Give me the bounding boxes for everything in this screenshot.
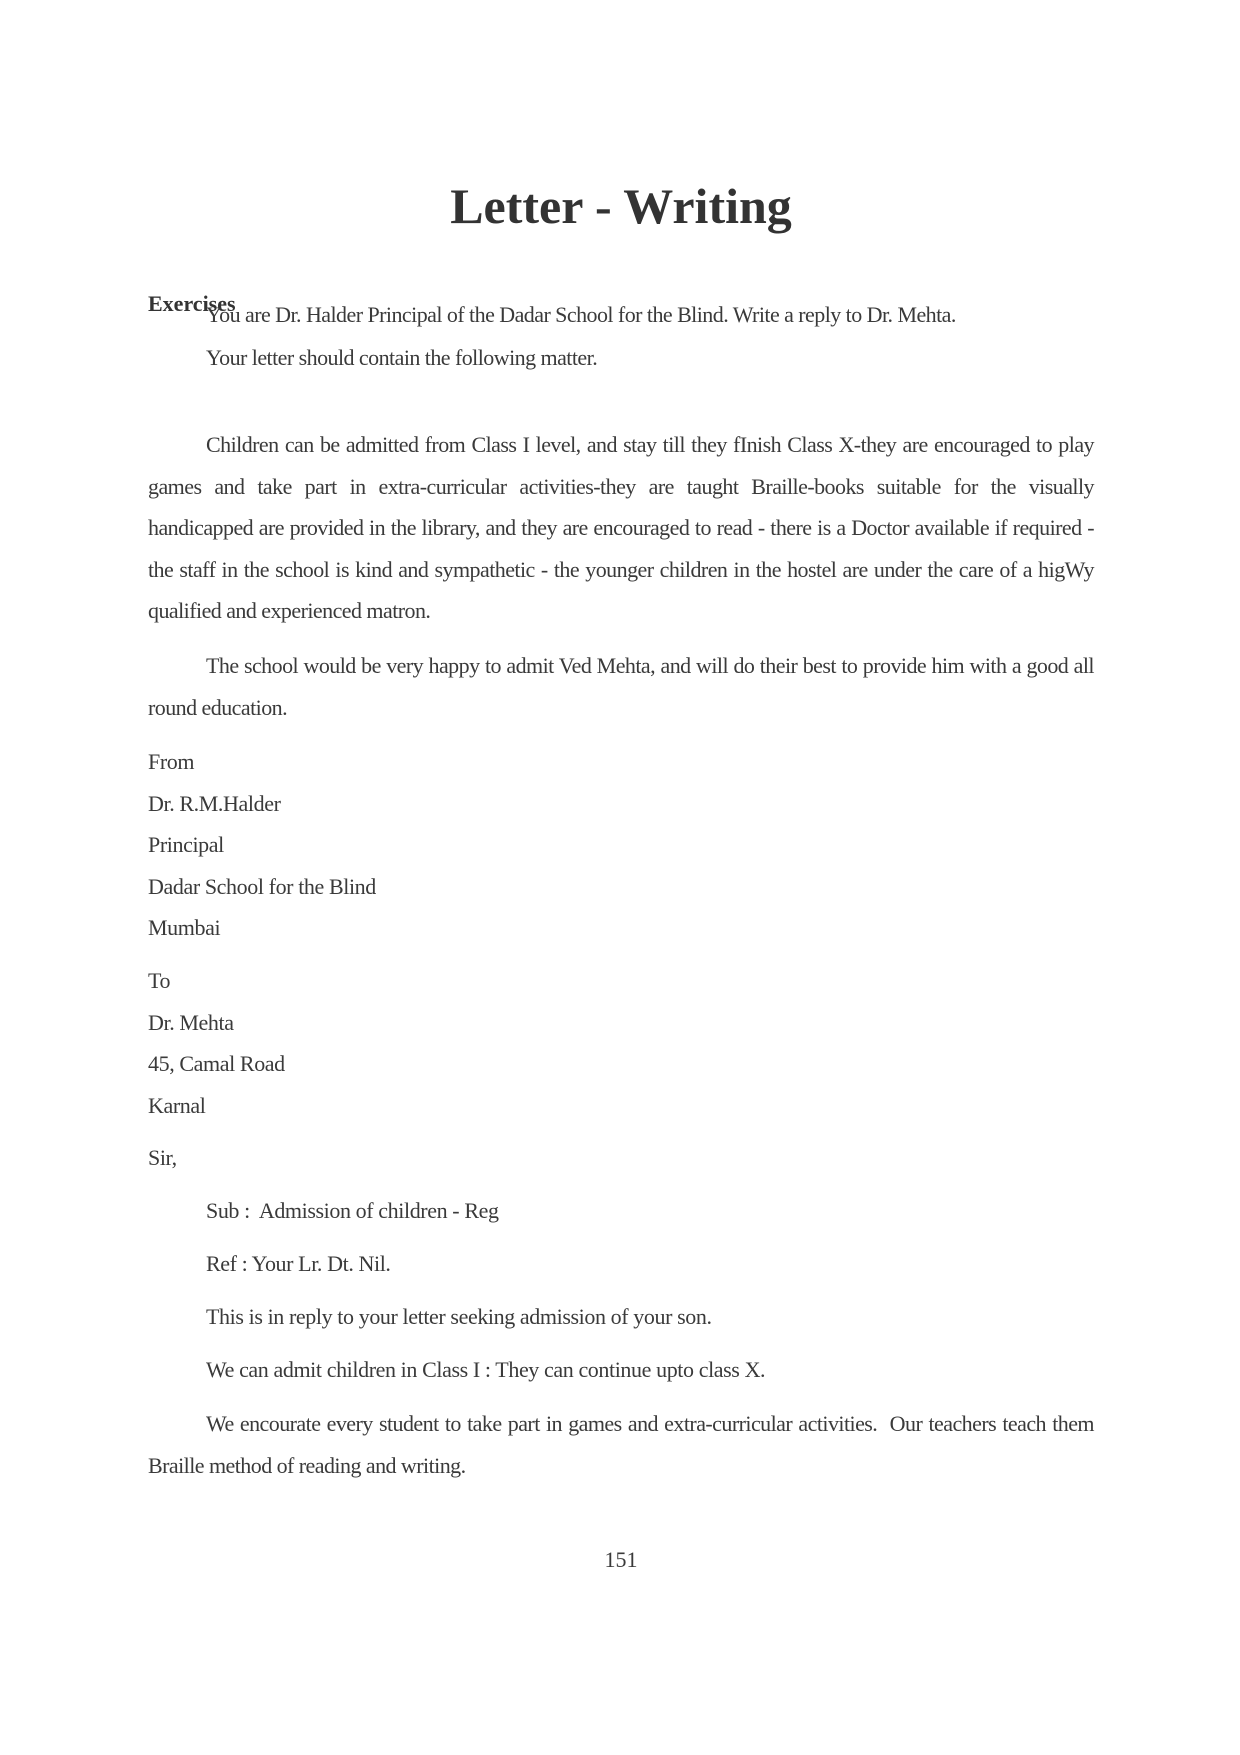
page-number: 151 — [604, 1547, 638, 1572]
letter-body-paragraph-1: This is in reply to your letter seeking admission of your son. — [206, 1304, 712, 1329]
address-line: Dr. R.M.Halder — [148, 790, 281, 816]
instruction-paragraph-1: You are Dr. Halder Principal of the Dadar School for the Blind. Write a reply to Dr. Mehta. — [206, 302, 956, 327]
address-line: Mumbai — [148, 915, 221, 940]
address-line: Principal — [148, 832, 224, 857]
page-title: Letter - Writing — [450, 178, 792, 234]
letter-body-paragraph-2: We can admit children in Class I : They can continue upto class X. — [206, 1357, 766, 1382]
subject-line: Sub : Admission of children - Reg — [206, 1198, 499, 1223]
address-line: Karnal — [148, 1092, 206, 1118]
address-line: Dr. Mehta — [148, 1009, 234, 1035]
document-page — [148, 0, 1099, 1755]
instruction-paragraph-3: Children can be admitted from Class I level, and stay till they fInish Class X-they are encouraged to play games and take part in extra-curricular activities-they are taught Braille-books suitable for the visually handicapped are provided in the library, and they are encouraged to read - there is a Doctor available if required - the staff in the school is kind and sympathetic - the younger children in the hostel are under the care of a higWy qualified and experienced matron. — [148, 432, 1094, 623]
address-line: To — [148, 968, 171, 993]
instruction-paragraph-4: The school would be very happy to admit Ved Mehta, and will do their best to provide him with a good all round education. — [148, 653, 1094, 720]
sender-address — [148, 741, 376, 949]
letter-body-paragraph-3: We encourate every student to take part in games and extra-curricular activities. Our teachers teach them Braille method of reading and writing. — [148, 1411, 1099, 1478]
address-line: From — [148, 749, 195, 774]
salutation: Sir, — [148, 1145, 177, 1170]
address-line: 45, Camal Road — [148, 1051, 285, 1076]
section-heading-exercises: Exercises — [148, 291, 236, 316]
recipient-address — [148, 960, 285, 1126]
reference-line: Ref : Your Lr. Dt. Nil. — [206, 1251, 391, 1276]
address-line: Dadar School for the Blind — [148, 873, 376, 899]
instruction-paragraph-2: Your letter should contain the following matter. — [206, 345, 598, 370]
